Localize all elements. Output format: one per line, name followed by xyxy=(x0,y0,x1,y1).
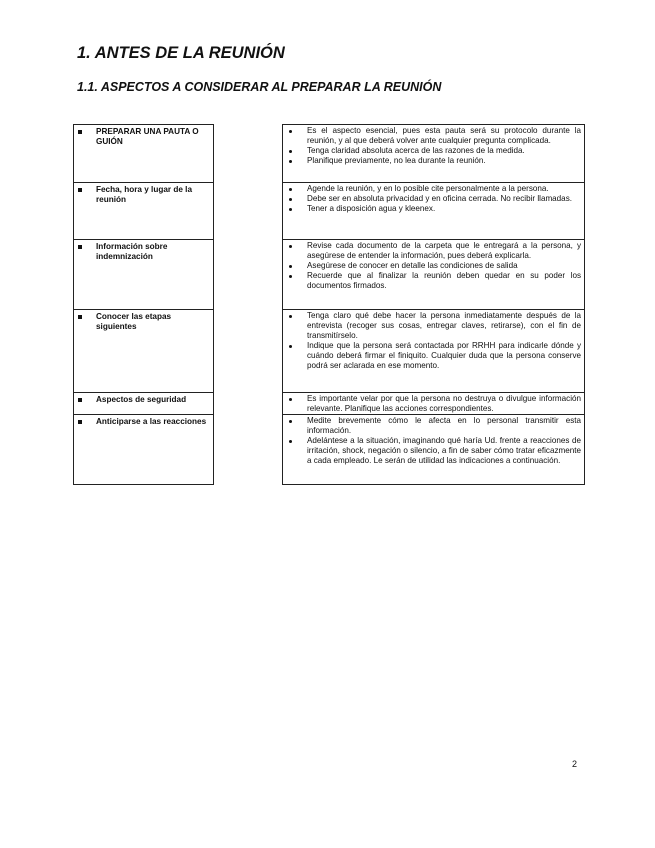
list-item xyxy=(285,416,581,436)
topic-label: Aspectos de seguridad xyxy=(96,395,187,404)
topic-label: Fecha, hora y lugar de la reunión xyxy=(96,185,193,204)
bullet-text: Tener a disposición agua y kleenex. xyxy=(307,204,436,213)
square-bullet-icon xyxy=(78,130,82,134)
details-table xyxy=(282,124,585,485)
topic-row xyxy=(74,125,214,183)
topic-label: PREPARAR UNA PAUTA O GUIÓN xyxy=(96,127,199,146)
round-bullet-icon xyxy=(285,341,307,371)
round-bullet-icon xyxy=(285,436,307,466)
topic-label: Información sobre indemnización xyxy=(96,242,168,261)
list-item xyxy=(285,341,581,371)
topic-row xyxy=(74,393,214,415)
square-bullet-icon xyxy=(78,420,82,424)
list-item xyxy=(285,194,581,204)
round-bullet-icon xyxy=(285,394,307,414)
round-bullet-icon xyxy=(285,156,307,166)
round-bullet-icon xyxy=(285,194,307,204)
round-bullet-icon xyxy=(285,184,307,194)
bullet-list xyxy=(285,126,581,166)
round-bullet-icon xyxy=(285,271,307,291)
topic-label: Anticiparse a las reacciones xyxy=(96,417,207,426)
round-bullet-icon xyxy=(285,261,307,271)
section-heading: 1.1. ASPECTOS A CONSIDERAR AL PREPARAR LA REUNIÓN xyxy=(77,80,442,94)
bullet-text: Asegúrese de conocer en detalle las condiciones de salida xyxy=(307,261,518,270)
square-bullet-icon xyxy=(78,188,82,192)
page-heading: 1. ANTES DE LA REUNIÓN xyxy=(77,44,285,62)
round-bullet-icon xyxy=(285,126,307,146)
bullet-text: Medite brevemente cómo le afecta en lo personal transmitir esta información. xyxy=(307,416,581,435)
bullet-text: Tenga claridad absoluta acerca de las razones de la medida. xyxy=(307,146,525,155)
topics-table xyxy=(73,124,214,485)
page-number: 2 xyxy=(572,759,578,769)
topic-row xyxy=(74,183,214,240)
bullet-text: Planifique previamente, no lea durante la reunión. xyxy=(307,156,486,165)
list-item xyxy=(285,146,581,156)
topic-row xyxy=(74,240,214,310)
list-item xyxy=(285,204,581,214)
bullet-text: Revise cada documento de la carpeta que le entregará a la persona, y asegúrese de entender la información, pues deberá explicarla. xyxy=(307,241,581,260)
bullet-text: Es el aspecto esencial, pues esta pauta será su protocolo durante la reunión, y al que deberá volver ante cualquier pregunta complicada. xyxy=(307,126,581,145)
list-item xyxy=(285,241,581,261)
detail-row xyxy=(283,240,585,310)
list-item xyxy=(285,261,581,271)
topic-label: Conocer las etapas siguientes xyxy=(96,312,172,331)
square-bullet-icon xyxy=(78,315,82,319)
detail-row xyxy=(283,183,585,240)
detail-row xyxy=(283,415,585,485)
detail-row xyxy=(283,125,585,183)
list-item xyxy=(285,311,581,341)
bullet-list xyxy=(285,184,581,214)
round-bullet-icon xyxy=(285,311,307,341)
detail-row xyxy=(283,393,585,415)
round-bullet-icon xyxy=(285,146,307,156)
round-bullet-icon xyxy=(285,241,307,261)
bullet-list xyxy=(285,241,581,291)
bullet-text: Indique que la persona será contactada por RRHH para indicarle dónde y cuándo deberá firmar el finiquito. Cualquier duda que la persona conserve podrá ser aclarada en ese momento. xyxy=(307,341,581,370)
bullet-text: Recuerde que al finalizar la reunión deben quedar en su poder los documentos firmados. xyxy=(307,271,581,290)
square-bullet-icon xyxy=(78,398,82,402)
detail-row xyxy=(283,310,585,393)
topic-row xyxy=(74,415,214,485)
list-item xyxy=(285,271,581,291)
round-bullet-icon xyxy=(285,416,307,436)
bullet-list xyxy=(285,311,581,371)
bullet-text: Agende la reunión, y en lo posible cite personalmente a la persona. xyxy=(307,184,549,193)
list-item xyxy=(285,394,581,414)
bullet-list xyxy=(285,416,581,466)
list-item xyxy=(285,184,581,194)
round-bullet-icon xyxy=(285,204,307,214)
list-item xyxy=(285,156,581,166)
bullet-text: Tenga claro qué debe hacer la persona inmediatamente después de la entrevista (recoger sus cosas, entregar claves, retirarse), con el fin de transmitírselo. xyxy=(307,311,581,340)
list-item xyxy=(285,126,581,146)
bullet-text: Es importante velar por que la persona no destruya o divulgue información relevante. Planifique las acciones correspondientes. xyxy=(307,394,581,413)
list-item xyxy=(285,436,581,466)
topic-row xyxy=(74,310,214,393)
square-bullet-icon xyxy=(78,245,82,249)
bullet-text: Debe ser en absoluta privacidad y en oficina cerrada. No recibir llamadas. xyxy=(307,194,572,203)
bullet-text: Adelántese a la situación, imaginando qué haría Ud. frente a reacciones de irritación, shock, negación o silencio, a fin de saber cómo tratar eficazmente a cada empleado. Le serán de utilidad las indicaciones a continuación. xyxy=(307,436,581,465)
bullet-list xyxy=(285,394,581,414)
